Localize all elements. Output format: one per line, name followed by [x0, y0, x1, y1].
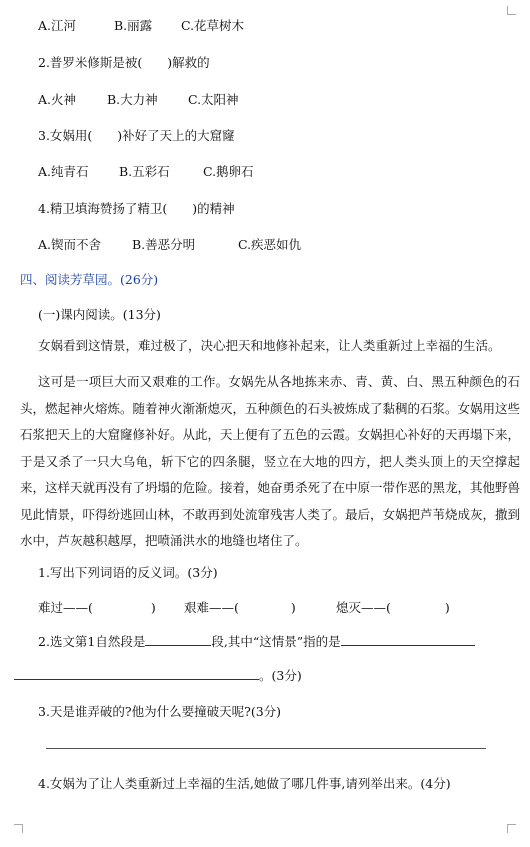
reading-q2-blank-2[interactable] [341, 631, 475, 646]
antonym-item-3-label: 熄灭——( [335, 600, 391, 615]
q2-option-c: C.太阳神 [187, 92, 239, 107]
q4-options [38, 235, 301, 253]
crop-mark-bottom-left [14, 824, 23, 833]
antonym-item-3 [336, 598, 450, 616]
passage-paragraph-1 [20, 333, 520, 360]
q2-stem: 2.普罗米修斯是被( )解救的 [38, 55, 210, 70]
reading-q2-continued [14, 665, 302, 684]
passage-paragraph-1-text: 女娲看到这情景，难过极了，决心把天和地修补起来，让人类重新过上幸福的生活。 [38, 338, 501, 353]
subsection-title: (一)课内阅读。(13分) [38, 307, 161, 322]
q2-options [38, 90, 239, 108]
reading-q1-items [38, 598, 450, 616]
reading-q2-blank-1[interactable] [145, 631, 211, 646]
reading-q2-end: 。(3分) [259, 668, 302, 683]
q2-option-a: A.火神 [38, 92, 77, 107]
antonym-item-2-close: ) [290, 600, 296, 615]
q4-option-b: B.善恶分明 [131, 237, 196, 252]
q2-option-b: B.大力神 [106, 92, 158, 107]
antonym-item-3-close: ) [444, 600, 450, 615]
antonym-item-1-close: ) [150, 600, 156, 615]
q1-options [38, 16, 244, 34]
reading-q2-part1: 2.选文第1自然段是 [38, 634, 146, 649]
reading-q2-stem [38, 631, 475, 650]
q3-option-c: C.鹅卵石 [202, 164, 254, 179]
antonym-item-2 [184, 598, 332, 616]
q3-stem: 3.女娲用( )补好了天上的大窟窿 [38, 128, 235, 143]
q4-option-c: C.疾恶如仇 [237, 237, 302, 252]
section-title: 四、阅读芳草园。(26分) [20, 272, 159, 287]
antonym-item-2-label: 艰难——( [183, 600, 239, 615]
crop-mark-bottom-right [507, 824, 516, 833]
crop-mark-top-right [507, 6, 516, 15]
q3-option-a: A.纯青石 [38, 164, 89, 179]
q1-option-b: B.丽露 [113, 18, 153, 33]
q4-option-a: A.锲而不舍 [38, 237, 102, 252]
q3-option-b: B.五彩石 [118, 164, 170, 179]
reading-q3-answer-line[interactable] [46, 748, 486, 749]
passage-paragraph-2 [20, 369, 520, 555]
q1-option-c: C.花草树木 [180, 18, 245, 33]
q1-option-a: A.江河 [38, 18, 77, 33]
antonym-item-1 [38, 598, 180, 616]
reading-q2-blank-3[interactable] [14, 665, 259, 680]
reading-q3-stem: 3.天是谁弄破的?他为什么要撞破天呢?(3分) [38, 704, 282, 719]
reading-q4-stem: 4.女娲为了让人类重新过上幸福的生活,她做了哪几件事,请列举出来。(4分) [38, 776, 451, 791]
passage-paragraph-2-text: 这可是一项巨大而又艰难的工作。女娲先从各地拣来赤、青、黄、白、黑五种颜色的石头，燃起神火熔炼。随着神火渐渐熄灭，五种颜色的石头被炼成了黏稠的石浆。女娲用这些石浆把天上的大窟窿修补好。从此，天上便有了五色的云霞。女娲担心补好的天再塌下来，于是又杀了一只大乌龟，斩下它的四条腿，竖立在大地的四方，把人类头顶上的天空撑起来，这样天就再没有了坍塌的危险。接着，她奋勇杀死了在中原一带作恶的黑龙，其他野兽见此情景，吓得纷逃回山林，不敢再到处流窜残害人类了。最后，女娲把芦苇烧成灰，撒到水中，芦灰越积越厚，把喷涌洪水的地缝也堵住了。 [20, 374, 521, 548]
q3-options [38, 162, 254, 180]
reading-q1-stem: 1.写出下列词语的反义词。(3分) [38, 565, 218, 580]
antonym-item-1-label: 难过——( [38, 600, 93, 615]
q4-stem: 4.精卫填海赞扬了精卫( )的精神 [38, 201, 235, 216]
reading-q2-part2: 段,其中“这情景”指的是 [211, 634, 341, 649]
